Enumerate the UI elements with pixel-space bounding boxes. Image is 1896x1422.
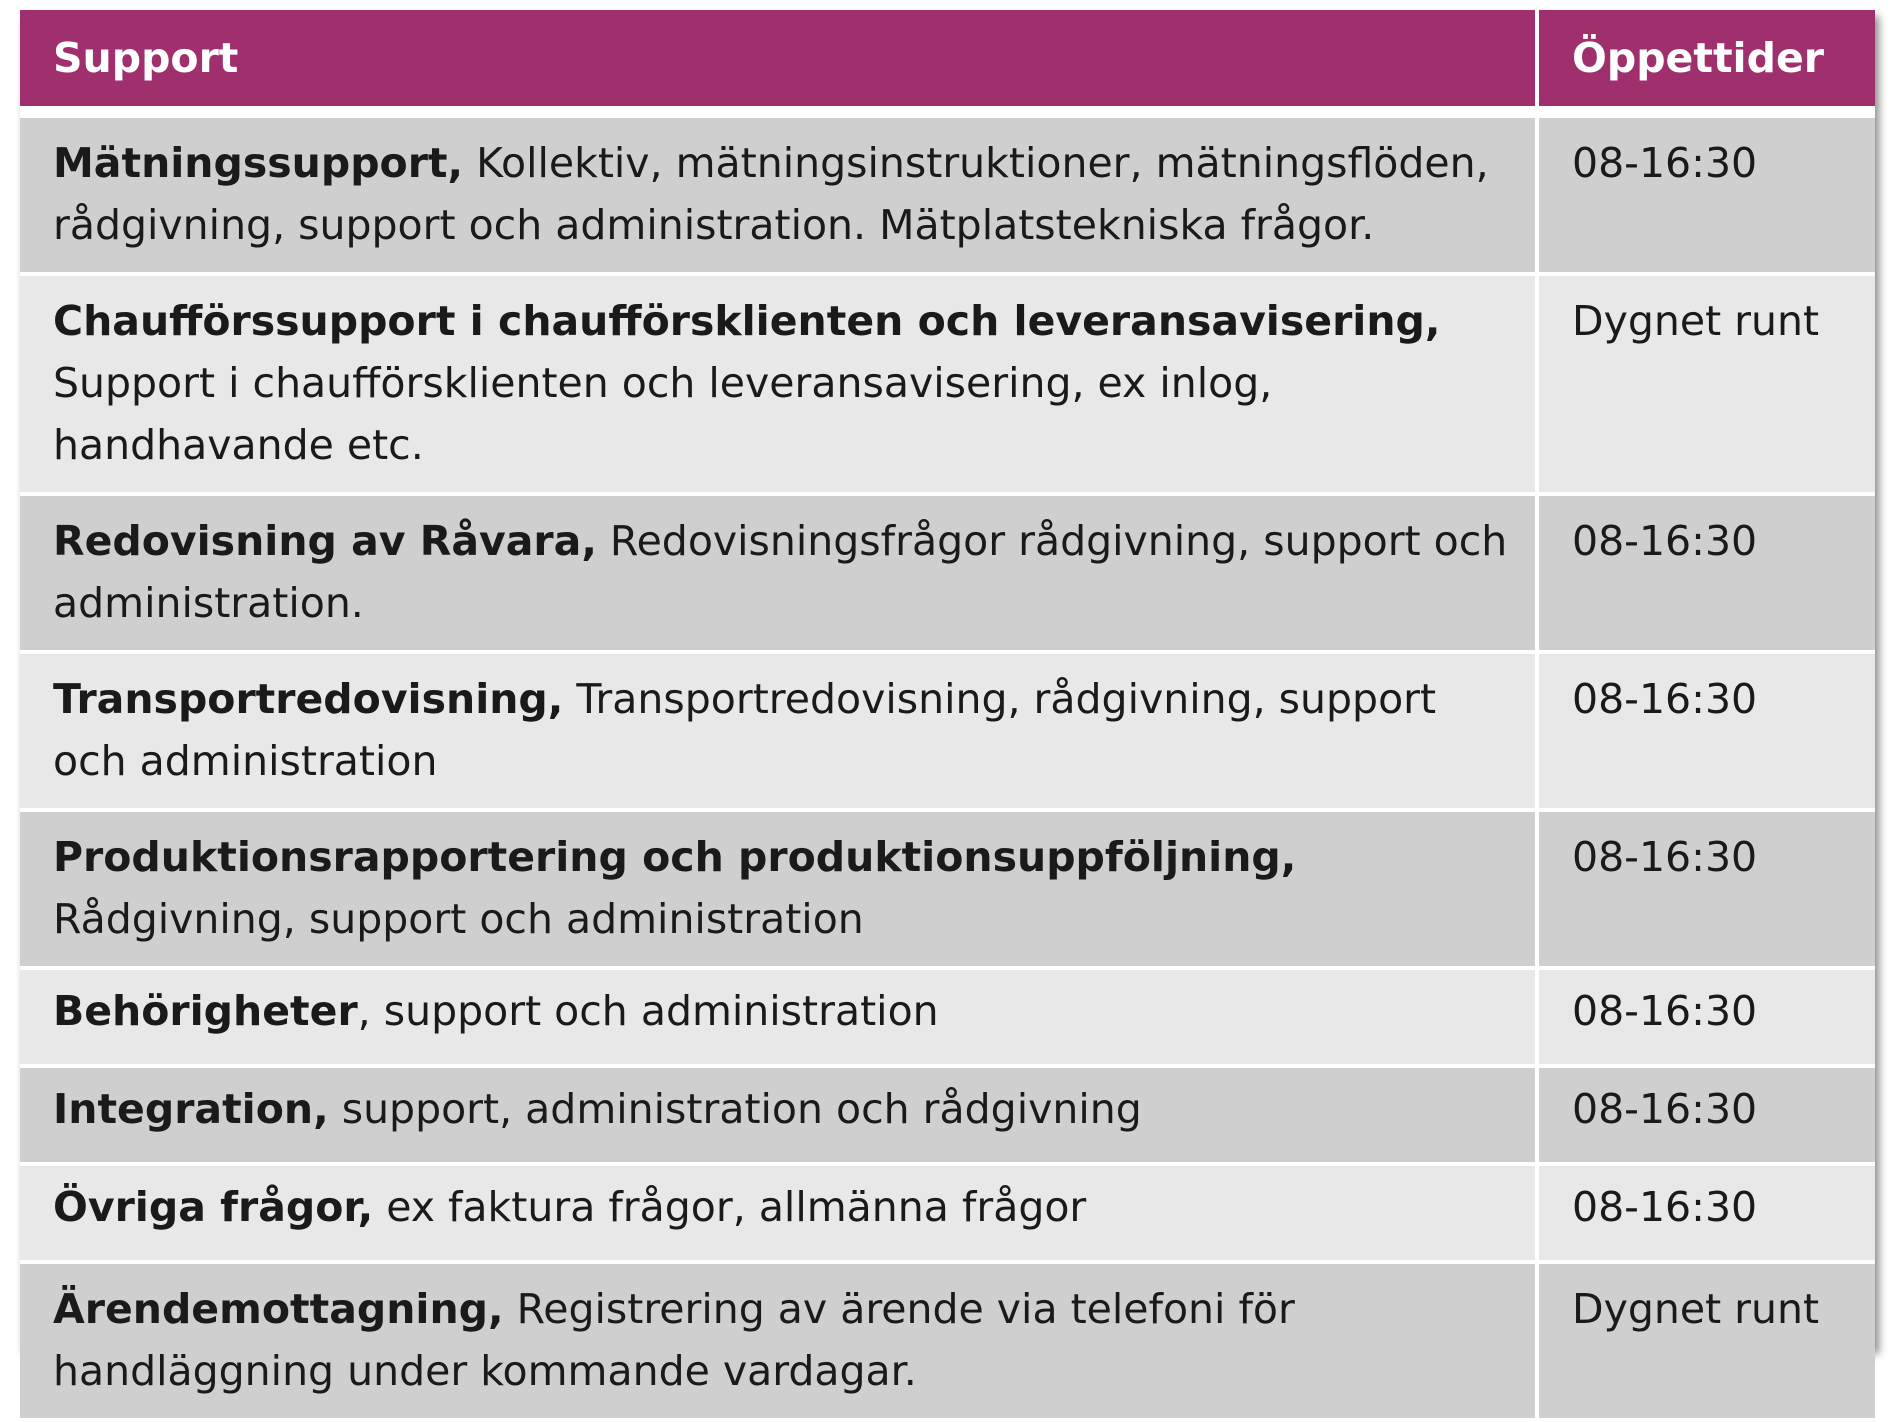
opening-hours-cell: 08-16:30 — [1535, 970, 1875, 1068]
support-area-description: Redovisningsfrågor rådgivning, support och administration. — [53, 517, 1508, 627]
support-area-title: Mätningssupport, — [53, 139, 464, 187]
support-area-description: Rådgivning, support och administration — [53, 895, 864, 943]
table-row — [20, 654, 1875, 812]
support-description-cell — [20, 496, 1535, 654]
opening-hours-cell: Dygnet runt — [1535, 1264, 1875, 1422]
table-row — [20, 970, 1875, 1068]
opening-hours-cell: 08-16:30 — [1535, 496, 1875, 654]
support-description-cell — [20, 812, 1535, 970]
support-description-cell — [20, 654, 1535, 812]
table-row — [20, 118, 1875, 276]
support-description-cell — [20, 970, 1535, 1068]
table-row — [20, 496, 1875, 654]
opening-hours-cell: 08-16:30 — [1535, 654, 1875, 812]
support-area-title: Redovisning av Råvara, — [53, 517, 597, 565]
support-area-title: Integration, — [53, 1085, 329, 1133]
opening-hours-cell: 08-16:30 — [1535, 118, 1875, 276]
hours-column-header: Öppettider — [1535, 10, 1875, 118]
support-description-cell — [20, 276, 1535, 496]
support-description-cell — [20, 1264, 1535, 1422]
support-area-description: ex faktura frågor, allmänna frågor — [373, 1183, 1087, 1231]
table-row — [20, 276, 1875, 496]
support-area-description: Registrering av ärende via telefoni för handläggning under kommande vardagar. — [53, 1285, 1295, 1395]
support-column-header: Support — [20, 10, 1535, 118]
support-description-cell — [20, 1068, 1535, 1166]
opening-hours-cell: Dygnet runt — [1535, 276, 1875, 496]
support-area-description: Kollektiv, mätningsinstruktioner, mätningsflöden, rådgivning, support och administration. Mätplatstekniska frågor. — [53, 139, 1489, 249]
opening-hours-cell: 08-16:30 — [1535, 812, 1875, 970]
table-row — [20, 1166, 1875, 1264]
table-header-row — [20, 10, 1875, 118]
support-area-title: Produktionsrapportering och produktionsuppföljning, — [53, 833, 1297, 881]
support-area-title: Övriga frågor, — [53, 1183, 374, 1231]
support-table-container — [20, 10, 1875, 1395]
support-area-description: support, administration och rådgivning — [328, 1085, 1142, 1133]
support-area-title: Chaufförssupport i chaufförsklienten och leveransavisering, — [53, 297, 1441, 345]
support-area-description: Support i chaufförsklienten och leveransavisering, ex inlog, handhavande etc. — [53, 359, 1273, 469]
opening-hours-cell: 08-16:30 — [1535, 1068, 1875, 1166]
table-row — [20, 1068, 1875, 1166]
support-table — [20, 10, 1875, 1422]
support-area-description: Transportredovisning, rådgivning, support och administration — [53, 675, 1437, 785]
support-area-title: Ärendemottagning, — [53, 1285, 504, 1333]
support-description-cell — [20, 118, 1535, 276]
support-description-cell — [20, 1166, 1535, 1264]
support-area-title: Behörigheter — [53, 987, 358, 1035]
support-area-description: , support och administration — [357, 987, 939, 1035]
opening-hours-cell: 08-16:30 — [1535, 1166, 1875, 1264]
table-row — [20, 1264, 1875, 1422]
support-area-title: Transportredovisning, — [53, 675, 564, 723]
table-row — [20, 812, 1875, 970]
